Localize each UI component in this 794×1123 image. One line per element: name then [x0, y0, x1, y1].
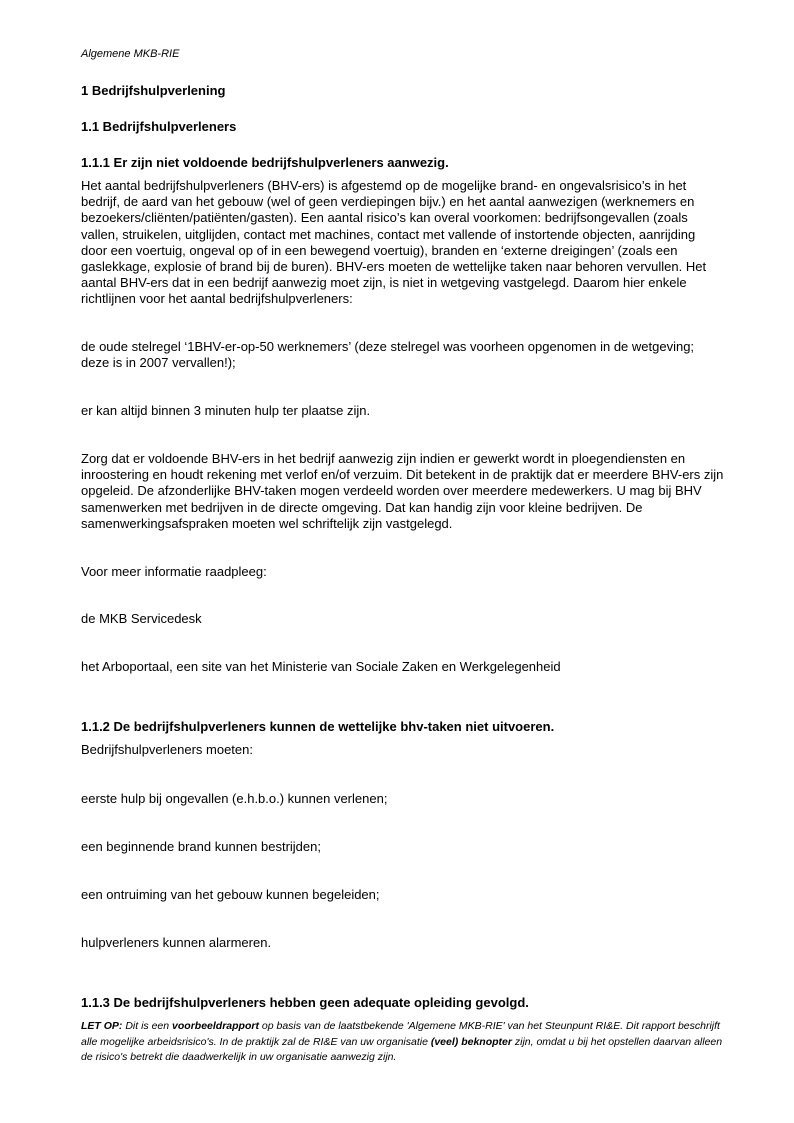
notice-emphasis: (veel) beknopter	[430, 1035, 512, 1048]
notice-box	[81, 1019, 724, 1066]
heading-1-1-1: 1.1.1 Er zijn niet voldoende bedrijfshulpverleners aanwezig.	[81, 155, 449, 170]
list-item: een beginnende brand kunnen bestrijden;	[81, 839, 321, 854]
heading-1: 1 Bedrijfshulpverlening	[81, 83, 226, 98]
heading-1-1-3: 1.1.3 De bedrijfshulpverleners hebben geen adequate opleiding gevolgd.	[81, 995, 529, 1010]
list-item: de oude stelregel ‘1BHV-er-op-50 werknemers’ (deze stelregel was voorheen opgenomen in de wetgeving; deze is in 2007 vervallen!);	[81, 339, 695, 371]
notice-text: Dit is een	[122, 1020, 173, 1032]
link-arboportaal[interactable]: het Arboportaal, een site van het Ministerie van Sociale Zaken en Werkgelegenheid	[81, 659, 561, 674]
link-mkb-servicedesk[interactable]: de MKB Servicedesk	[81, 611, 202, 626]
paragraph: Zorg dat er voldoende BHV-ers in het bedrijf aanwezig zijn indien er gewerkt wordt in ploegendiensten en inroostering en houdt rekening met verlof en/of verzuim. Dit betekent in de praktijk dat er meerdere BHV-ers zijn opgeleid. De afzonderlijke BHV-taken mogen verdeeld worden over meerdere medewerkers. U mag bij BHV samenwerken met bedrijven in de directe omgeving. Dat kan handig zijn voor kleine bedrijven. De samenwerkingsafspraken moeten wel schriftelijk zijn vastgelegd.	[81, 451, 724, 531]
running-header: Algemene MKB-RIE	[81, 48, 180, 60]
list-item: een ontruiming van het gebouw kunnen begeleiden;	[81, 887, 380, 902]
notice-emphasis: voorbeeldrapport	[172, 1020, 259, 1032]
list-item: hulpverleners kunnen alarmeren.	[81, 935, 272, 950]
notice-text: zijn, omdat u bij het opstellen daarvan alleen de risico's betrekt die daadwerkelijk in uw organisatie aanwezig zijn.	[81, 1035, 723, 1063]
heading-1-1: 1.1 Bedrijfshulpverleners	[81, 119, 237, 134]
intro-paragraph: Het aantal bedrijfshulpverleners (BHV-ers) is afgestemd op de mogelijke brand- en ongevalsrisico’s in het bedrijf, de aard van het gebouw (wel of geen verdiepingen bijv.) en het aantal aanwezigen (werknemers en bezoekers/cliënten/patiënten/gasten). Een aantal risico’s kan overal voorkomen: bedrijfsongevallen (zoals vallen, struikelen, uitglijden, contact met machines, contact met vallende of instortende objecten, aanrijding door een voertuig, ongeval op of in een bewegend voertuig), branden en ‘externe dreigingen’ (zoals een gaslekkage, explosie of brand bij de buren). BHV-ers moeten de wettelijke taken naar behoren vervullen. Het aantal BHV-ers dat in een bedrijf aanwezig moet zijn, is niet in wetgeving vastgelegd. Daarom hier enkele richtlijnen voor het aantal bedrijfshulpverleners:	[81, 178, 707, 307]
heading-1-1-2: 1.1.2 De bedrijfshulpverleners kunnen de wettelijke bhv-taken niet uitvoeren.	[81, 719, 555, 734]
notice-lead: LET OP:	[81, 1020, 123, 1032]
more-info-text: Voor meer informatie raadpleeg:	[81, 564, 267, 579]
notice-text: op basis van de laatstbekende 'Algemene MKB-RIE' van het Steunpunt RI&E. Dit rapport beschrijft alle mogelijke arbeidsrisico's. In de praktijk zal de RI&E van uw organisatie	[81, 1020, 720, 1048]
intro-text: Bedrijfshulpverleners moeten:	[81, 742, 253, 757]
list-item: er kan altijd binnen 3 minuten hulp ter plaatse zijn.	[81, 403, 371, 418]
list-item: eerste hulp bij ongevallen (e.h.b.o.) kunnen verlenen;	[81, 791, 388, 806]
